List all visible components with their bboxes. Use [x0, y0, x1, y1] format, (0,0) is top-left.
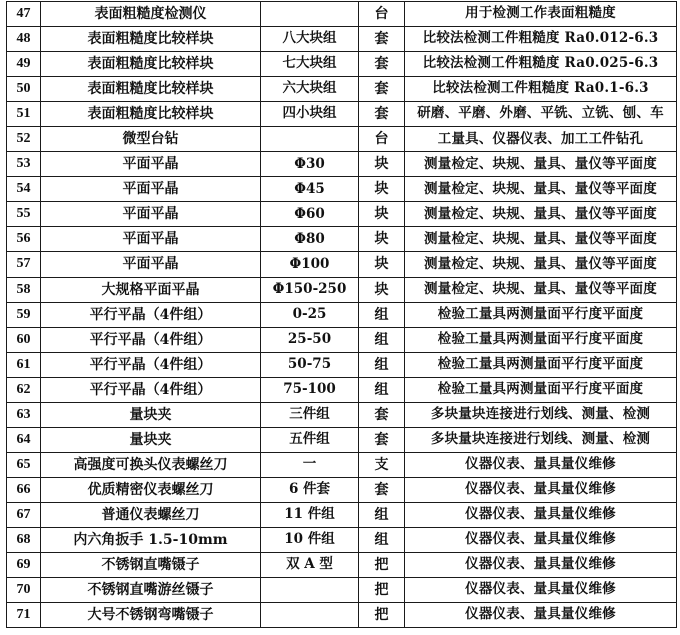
row-number-cell: 69: [7, 553, 41, 578]
row-number-cell: 60: [7, 327, 41, 352]
spec-cell: [261, 603, 359, 628]
row-number-cell: 48: [7, 27, 41, 52]
row-number-cell: 52: [7, 127, 41, 152]
item-name-cell: 表面粗糙度比较样块: [41, 27, 261, 52]
table-row: [7, 252, 677, 277]
usage-cell: 用于检测工作表面粗糙度: [405, 2, 677, 27]
usage-cell: 检验工量具两测量面平行度平面度: [405, 302, 677, 327]
unit-cell: 套: [359, 77, 405, 102]
unit-cell: 块: [359, 202, 405, 227]
unit-cell: 块: [359, 277, 405, 302]
unit-cell: 块: [359, 152, 405, 177]
spec-cell: [261, 578, 359, 603]
table-row: [7, 127, 677, 152]
item-name-cell: 量块夹: [41, 427, 261, 452]
usage-cell: 测量检定、块规、量具、量仪等平面度: [405, 227, 677, 252]
spec-cell: 0-25: [261, 302, 359, 327]
row-number-cell: 64: [7, 427, 41, 452]
table-row: [7, 352, 677, 377]
usage-cell: 检验工量具两测量面平行度平面度: [405, 327, 677, 352]
row-number-cell: 49: [7, 52, 41, 77]
item-name-cell: 平面平晶: [41, 152, 261, 177]
row-number-cell: 62: [7, 377, 41, 402]
row-number-cell: 70: [7, 578, 41, 603]
spec-cell: 6 件套: [261, 477, 359, 502]
unit-cell: 块: [359, 177, 405, 202]
item-name-cell: 表面粗糙度比较样块: [41, 102, 261, 127]
usage-cell: 工量具、仪器仪表、加工工件钻孔: [405, 127, 677, 152]
row-number-cell: 63: [7, 402, 41, 427]
table-row: [7, 402, 677, 427]
spec-cell: 一: [261, 452, 359, 477]
unit-cell: 组: [359, 377, 405, 402]
usage-cell: 比较法检测工件粗糙度 Ra0.1-6.3: [405, 77, 677, 102]
unit-cell: 套: [359, 27, 405, 52]
unit-cell: 支: [359, 452, 405, 477]
spec-cell: 六大块组: [261, 77, 359, 102]
table-row: [7, 578, 677, 603]
unit-cell: 套: [359, 477, 405, 502]
spec-cell: Φ100: [261, 252, 359, 277]
unit-cell: 块: [359, 227, 405, 252]
item-name-cell: 高强度可换头仪表螺丝刀: [41, 452, 261, 477]
spec-cell: 10 件组: [261, 527, 359, 552]
usage-cell: 仪器仪表、量具量仪维修: [405, 502, 677, 527]
table-row: [7, 452, 677, 477]
item-name-cell: 平面平晶: [41, 252, 261, 277]
table-body: [7, 2, 677, 628]
table-row: [7, 502, 677, 527]
row-number-cell: 53: [7, 152, 41, 177]
table-row: [7, 553, 677, 578]
usage-cell: 测量检定、块规、量具、量仪等平面度: [405, 277, 677, 302]
item-name-cell: 量块夹: [41, 402, 261, 427]
unit-cell: 台: [359, 2, 405, 27]
row-number-cell: 67: [7, 502, 41, 527]
spec-cell: 50-75: [261, 352, 359, 377]
item-name-cell: 表面粗糙度比较样块: [41, 52, 261, 77]
spec-cell: 25-50: [261, 327, 359, 352]
table-row: [7, 302, 677, 327]
spec-cell: [261, 2, 359, 27]
row-number-cell: 47: [7, 2, 41, 27]
item-name-cell: 平面平晶: [41, 227, 261, 252]
table-row: [7, 277, 677, 302]
unit-cell: 组: [359, 527, 405, 552]
spec-cell: 七大块组: [261, 52, 359, 77]
table-row: [7, 52, 677, 77]
item-name-cell: 表面粗糙度比较样块: [41, 77, 261, 102]
item-name-cell: 平行平晶（4件组）: [41, 352, 261, 377]
table-row: [7, 477, 677, 502]
usage-cell: 测量检定、块规、量具、量仪等平面度: [405, 202, 677, 227]
item-name-cell: 优质精密仪表螺丝刀: [41, 477, 261, 502]
usage-cell: 测量检定、块规、量具、量仪等平面度: [405, 177, 677, 202]
item-name-cell: 平行平晶（4件组）: [41, 327, 261, 352]
unit-cell: 组: [359, 302, 405, 327]
usage-cell: 仪器仪表、量具量仪维修: [405, 553, 677, 578]
unit-cell: 组: [359, 327, 405, 352]
usage-cell: 仪器仪表、量具量仪维修: [405, 452, 677, 477]
spec-cell: 75-100: [261, 377, 359, 402]
spec-cell: 双 A 型: [261, 553, 359, 578]
unit-cell: 套: [359, 52, 405, 77]
item-name-cell: 内六角扳手 1.5-10mm: [41, 527, 261, 552]
usage-cell: 仪器仪表、量具量仪维修: [405, 527, 677, 552]
table-row: [7, 177, 677, 202]
usage-cell: 多块量块连接进行划线、测量、检测: [405, 427, 677, 452]
row-number-cell: 50: [7, 77, 41, 102]
row-number-cell: 58: [7, 277, 41, 302]
usage-cell: 比较法检测工件粗糙度 Ra0.025-6.3: [405, 52, 677, 77]
row-number-cell: 51: [7, 102, 41, 127]
usage-cell: 检验工量具两测量面平行度平面度: [405, 352, 677, 377]
unit-cell: 台: [359, 127, 405, 152]
item-name-cell: 平行平晶（4件组）: [41, 377, 261, 402]
item-name-cell: 表面粗糙度检测仪: [41, 2, 261, 27]
table-row: [7, 603, 677, 628]
unit-cell: 套: [359, 427, 405, 452]
table-row: [7, 152, 677, 177]
table-row: [7, 2, 677, 27]
usage-cell: 比较法检测工件粗糙度 Ra0.012-6.3: [405, 27, 677, 52]
row-number-cell: 59: [7, 302, 41, 327]
item-name-cell: 大规格平面平晶: [41, 277, 261, 302]
usage-cell: 测量检定、块规、量具、量仪等平面度: [405, 152, 677, 177]
usage-cell: 测量检定、块规、量具、量仪等平面度: [405, 252, 677, 277]
spec-cell: Φ150-250: [261, 277, 359, 302]
row-number-cell: 66: [7, 477, 41, 502]
unit-cell: 块: [359, 252, 405, 277]
spec-cell: Φ80: [261, 227, 359, 252]
spec-cell: Φ30: [261, 152, 359, 177]
unit-cell: 把: [359, 553, 405, 578]
spec-cell: Φ45: [261, 177, 359, 202]
item-name-cell: 微型台钻: [41, 127, 261, 152]
item-name-cell: 平面平晶: [41, 177, 261, 202]
unit-cell: 套: [359, 402, 405, 427]
table-row: [7, 27, 677, 52]
usage-cell: 研磨、平磨、外磨、平铣、立铣、刨、车: [405, 102, 677, 127]
table-row: [7, 427, 677, 452]
usage-cell: 仪器仪表、量具量仪维修: [405, 603, 677, 628]
row-number-cell: 61: [7, 352, 41, 377]
usage-cell: 多块量块连接进行划线、测量、检测: [405, 402, 677, 427]
item-name-cell: 平面平晶: [41, 202, 261, 227]
equipment-table: [6, 1, 677, 628]
item-name-cell: 普通仪表螺丝刀: [41, 502, 261, 527]
usage-cell: 仪器仪表、量具量仪维修: [405, 477, 677, 502]
table-row: [7, 102, 677, 127]
table-row: [7, 527, 677, 552]
row-number-cell: 68: [7, 527, 41, 552]
table-row: [7, 377, 677, 402]
spec-cell: 三件组: [261, 402, 359, 427]
usage-cell: 检验工量具两测量面平行度平面度: [405, 377, 677, 402]
row-number-cell: 54: [7, 177, 41, 202]
item-name-cell: 不锈钢直嘴游丝镊子: [41, 578, 261, 603]
table-row: [7, 202, 677, 227]
spec-cell: [261, 127, 359, 152]
row-number-cell: 56: [7, 227, 41, 252]
unit-cell: 组: [359, 352, 405, 377]
spec-cell: Φ60: [261, 202, 359, 227]
usage-cell: 仪器仪表、量具量仪维修: [405, 578, 677, 603]
item-name-cell: 大号不锈钢弯嘴镊子: [41, 603, 261, 628]
spec-cell: 五件组: [261, 427, 359, 452]
unit-cell: 把: [359, 578, 405, 603]
table-row: [7, 227, 677, 252]
unit-cell: 组: [359, 502, 405, 527]
item-name-cell: 平行平晶（4件组）: [41, 302, 261, 327]
row-number-cell: 55: [7, 202, 41, 227]
table-row: [7, 77, 677, 102]
spec-cell: 四小块组: [261, 102, 359, 127]
item-name-cell: 不锈钢直嘴镊子: [41, 553, 261, 578]
spec-cell: 11 件组: [261, 502, 359, 527]
spec-cell: 八大块组: [261, 27, 359, 52]
row-number-cell: 57: [7, 252, 41, 277]
unit-cell: 套: [359, 102, 405, 127]
row-number-cell: 71: [7, 603, 41, 628]
table-row: [7, 327, 677, 352]
row-number-cell: 65: [7, 452, 41, 477]
unit-cell: 把: [359, 603, 405, 628]
